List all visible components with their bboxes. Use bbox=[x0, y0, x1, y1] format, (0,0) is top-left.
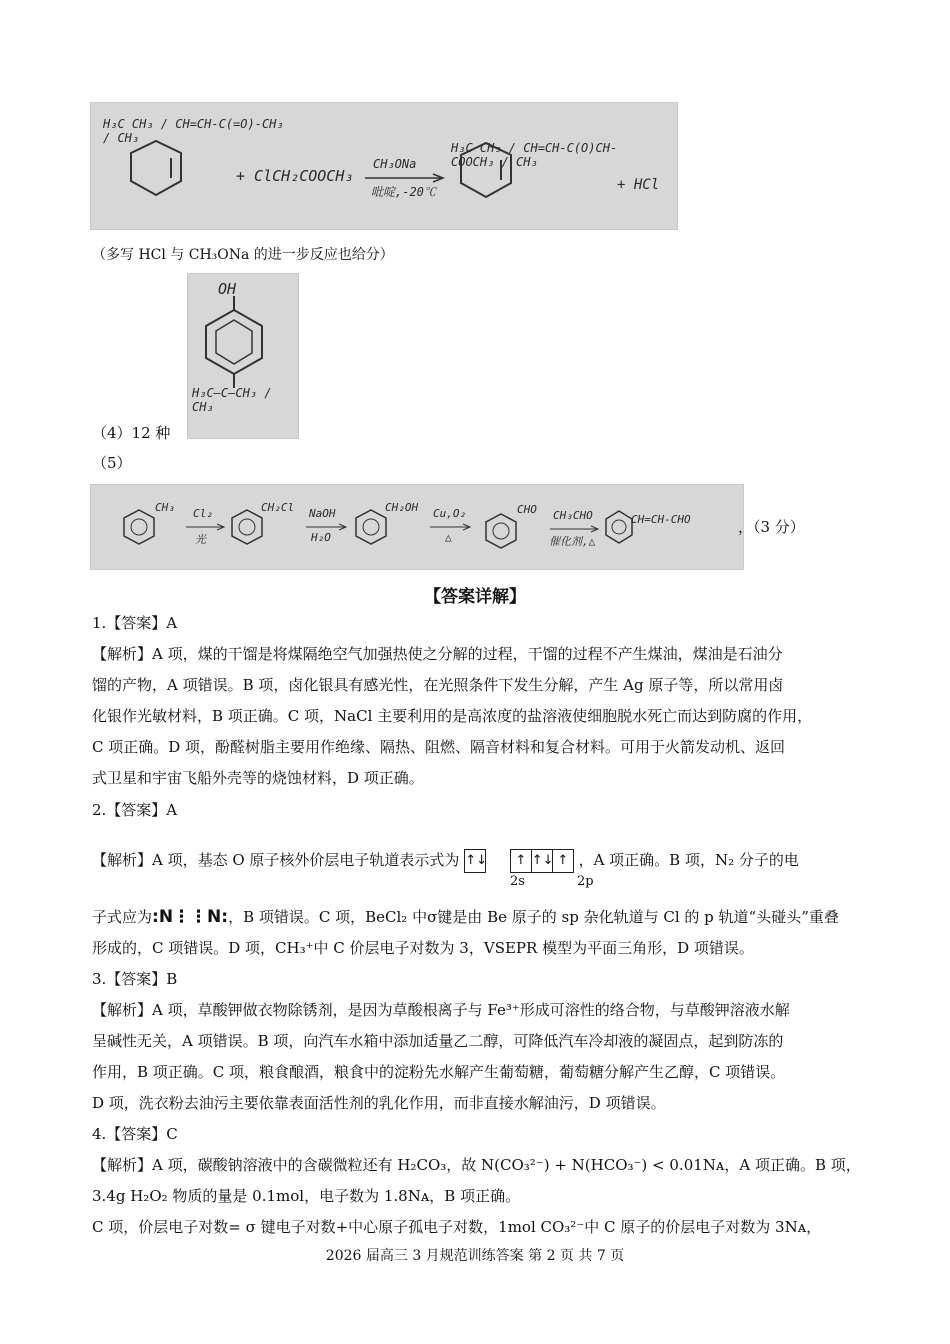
reaction-arrow-1 bbox=[363, 173, 448, 183]
reagent-bottom: 吡啶,-20℃ bbox=[371, 185, 436, 199]
orbital-2s: ↑↓ bbox=[464, 849, 486, 873]
explanation-4-line-2: 3.4g H₂O₂ 物质的量是 0.1mol，电子数为 1.8Nᴀ，B 项正确。 bbox=[92, 1187, 521, 1205]
explanation-3-line-2: 呈碱性无关，A 项错误。B 项，向汽车水箱中添加适量乙二醇，可降低汽车冷却液的凝固点，起到防冻的 bbox=[92, 1032, 784, 1050]
answer-3: 3.【答案】B bbox=[92, 970, 178, 988]
orbital-2p-3: ↑ bbox=[553, 849, 574, 873]
explanation-3-line-3: 作用，B 项正确。C 项，粮食酿酒，粮食中的淀粉先水解产生葡萄糖，葡萄糖分解产生乙醇，C 项错误。 bbox=[92, 1063, 786, 1081]
explanation-3-line-1: 【解析】A 项，草酸钾做衣物除锈剂，是因为草酸根离子与 Fe³⁺形成可溶性的络合物，与草酸钾溶液水解 bbox=[92, 1001, 790, 1019]
benzene-2 bbox=[229, 507, 265, 547]
explanation-2-line-2 bbox=[92, 906, 880, 928]
arrow-4-top: CH₃CHO bbox=[553, 509, 593, 522]
substituent-2: CH₂Cl bbox=[261, 501, 295, 514]
answer-1: 1.【答案】A bbox=[92, 614, 178, 632]
orbital-label-2s: 2s bbox=[510, 874, 525, 889]
arrow-3-bottom: △ bbox=[445, 531, 452, 544]
arrow-3-top: Cu,O₂ bbox=[433, 507, 467, 520]
arrow-4 bbox=[549, 525, 601, 533]
explanation-2-text-d: ，B 项错误。C 项，BeCl₂ 中σ键是由 Be 原子的 sp 杂化轨道与 Cl 的 p 轨道“头碰头”重叠 bbox=[228, 908, 839, 926]
explanation-1-line-2: 馏的产物，A 项错误。B 项，卤化银具有感光性，在光照条件下发生分解，产生 Ag 原子等，所以常用卤 bbox=[92, 676, 784, 694]
explanation-1-line-4: C 项正确。D 项，酚醛树脂主要用作绝缘、隔热、阻燃、隔音材料和复合材料。可用于火箭发动机、返回 bbox=[92, 738, 786, 756]
substituent-3: CH₂OH bbox=[385, 501, 419, 514]
explanation-1-line-5: 式卫星和宇宙飞船外壳等的烧蚀材料，D 项正确。 bbox=[92, 769, 424, 787]
explanation-4-line-1: 【解析】A 项，碳酸钠溶液中的含碳微粒还有 H₂CO₃，故 N(CO₃²⁻) + N(HCO₃⁻) < 0.01Nᴀ，A 项正确。B 项， bbox=[92, 1156, 861, 1174]
plus-reagent: + ClCH₂COOCH₃ bbox=[236, 167, 354, 185]
explanation-2-line-1 bbox=[92, 849, 880, 873]
ring-structure-2 bbox=[451, 125, 531, 215]
explanation-2-line-3: 形成的，C 项错误。D 项，CH₃⁺中 C 价层电子对数为 3，VSEPR 模型为平面三角形，D 项错误。 bbox=[92, 939, 754, 957]
score-label: ，（3 分） bbox=[738, 518, 805, 536]
plus-hcl: + HCl bbox=[617, 177, 660, 193]
benzene-ring bbox=[196, 296, 286, 396]
section-title: 【答案详解】 bbox=[424, 587, 526, 607]
explanation-3-line-4: D 项，洗衣粉去油污主要依靠表面活性剂的乳化作用，而非直接水解油污，D 项错误。 bbox=[92, 1094, 666, 1112]
explanation-2-text-a: 【解析】A 项，基态 O 原子核外价层电子轨道表示式为 bbox=[92, 851, 460, 869]
arrow-2 bbox=[305, 523, 349, 531]
answer-2: 2.【答案】A bbox=[92, 801, 178, 819]
question-4: （4）12 种 bbox=[92, 424, 171, 442]
substituent-5: CH=CH-CHO bbox=[631, 513, 691, 526]
reagent-top: CH₃ONa bbox=[373, 157, 417, 171]
reactant-text: H₃C CH₃ / CH=CH-C(=O)-CH₃ / CH₃ bbox=[103, 117, 284, 145]
page-footer: 2026 届高三 3 月规范训练答案 第 2 页 共 7 页 bbox=[325, 1248, 625, 1264]
benzene-1 bbox=[121, 507, 157, 547]
arrow-1-top: Cl₂ bbox=[193, 507, 213, 520]
orbital-2p-2: ↑↓ bbox=[532, 849, 553, 873]
benzene-4 bbox=[483, 511, 519, 551]
n2-electron-formula: :N⋮⋮N: bbox=[152, 907, 229, 927]
benzene-3 bbox=[353, 507, 389, 547]
product-text: H₃C CH₃ / CH=CH-C(O)CH-COOCH₃ / CH₃ bbox=[451, 141, 618, 169]
synthesis-photo-3 bbox=[90, 484, 744, 570]
note-text: （多写 HCl 与 CH₃ONa 的进一步反应也给分） bbox=[92, 247, 394, 263]
answer-4: 4.【答案】C bbox=[92, 1125, 178, 1143]
oh-label: OH bbox=[218, 280, 237, 298]
question-5: （5） bbox=[92, 454, 132, 472]
tert-butyl-text: H₃C—C—CH₃ / CH₃ bbox=[192, 386, 272, 414]
explanation-1-line-3: 化银作光敏材料，B 项正确。C 项，NaCl 主要利用的是高浓度的盐溶液使细胞脱水死亡而达到防腐的作用， bbox=[92, 707, 813, 725]
arrow-3 bbox=[429, 523, 473, 531]
explanation-1-line-1: 【解析】A 项，煤的干馏是将煤隔绝空气加强热使之分解的过程，干馏的过程不产生煤油，煤油是石油分 bbox=[92, 645, 783, 663]
arrow-4-bottom: 催化剂,△ bbox=[549, 535, 596, 548]
arrow-2-bottom: H₂O bbox=[311, 531, 331, 544]
arrow-1-bottom: 光 bbox=[195, 533, 206, 546]
arrow-1 bbox=[185, 523, 227, 531]
explanation-2-text-b: ，A 项正确。B 项，N₂ 分子的电 bbox=[578, 851, 799, 869]
structure-photo-2 bbox=[187, 273, 299, 439]
explanation-2-text-c: 子式应为 bbox=[92, 908, 153, 926]
arrow-2-top: NaOH bbox=[309, 507, 336, 520]
substituent-4: CHO bbox=[517, 503, 537, 516]
explanation-4-line-3: C 项，价层电子对数= σ 键电子对数+中心原子孤电子对数，1mol CO₃²⁻中 C 原子的价层电子对数为 3Nᴀ， bbox=[92, 1218, 822, 1236]
orbital-2p-1: ↑ bbox=[510, 849, 532, 873]
substituent-1: CH₃ bbox=[155, 501, 175, 514]
reaction-photo-1 bbox=[90, 102, 678, 230]
orbital-label-2p: 2p bbox=[577, 874, 594, 889]
